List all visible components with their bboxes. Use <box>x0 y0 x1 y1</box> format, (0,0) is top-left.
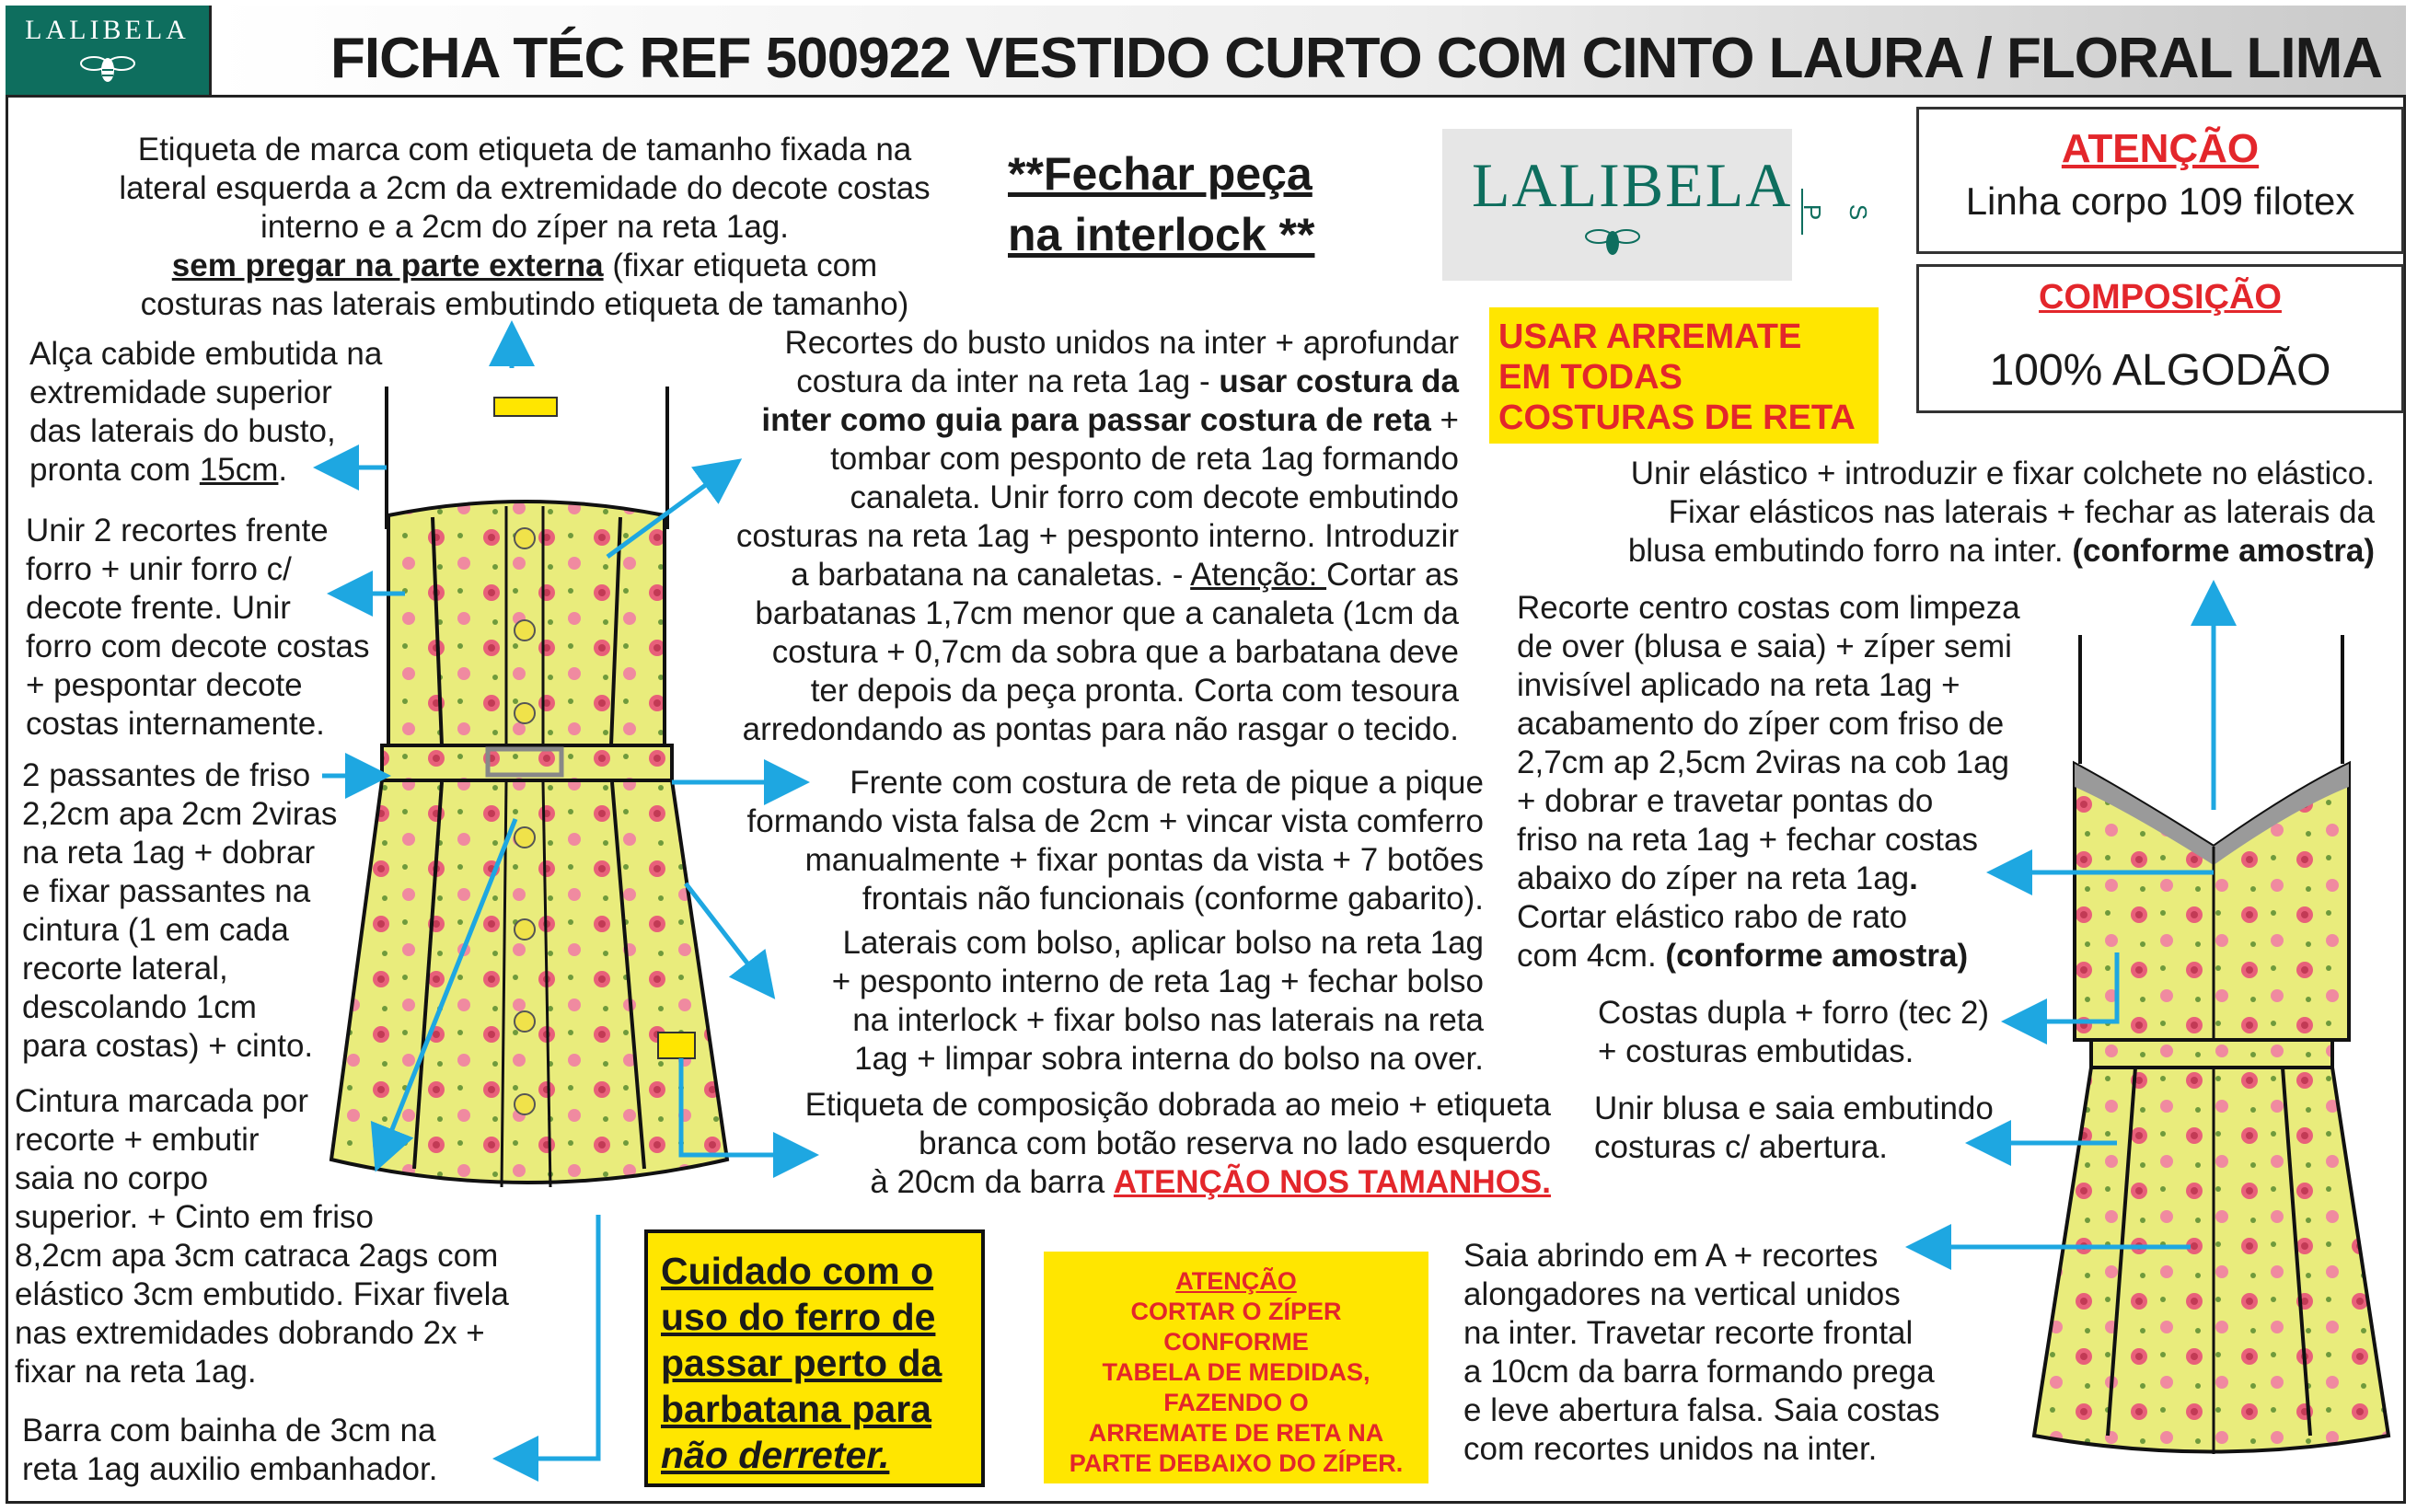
brand-logo-text: LALIBELA <box>25 15 190 45</box>
note-line: canaleta. Unir forro com decote embutindo <box>850 479 1459 515</box>
note-line: Barra com bainha de 3cm na <box>22 1413 436 1449</box>
note-line: + costuras embutidas. <box>1598 1033 1914 1069</box>
note-text: costura da inter na reta 1ag - <box>796 364 1220 399</box>
note-line: invisível aplicado na reta 1ag + <box>1517 667 1960 703</box>
note-emphasis: sem pregar na parte externa <box>171 248 604 283</box>
note-line: recorte + embutir <box>15 1122 260 1158</box>
note-line: forro + unir forro c/ <box>26 551 292 587</box>
note-line: Cortar elástico rabo de rato <box>1517 899 1908 935</box>
note-emphasis: (conforme amostra) <box>2072 533 2375 569</box>
note-line: costura + 0,7cm da sobra que a barbatana deve <box>771 634 1459 670</box>
note-line: interno e a 2cm do zíper na reta 1ag. <box>260 209 789 245</box>
note-line: tombar com pesponto de reta 1ag formando <box>830 441 1459 477</box>
note-text: abaixo do zíper na reta 1ag <box>1517 860 1910 896</box>
note-line: superior. + Cinto em friso <box>15 1199 375 1235</box>
note-line: ARREMATE DE RETA NA <box>1088 1419 1384 1447</box>
note-line: CORTAR O ZÍPER <box>1130 1298 1342 1325</box>
note-line: 1ag + limpar sobra interna do bolso na over. <box>854 1041 1484 1077</box>
note-line: Cintura marcada por <box>15 1083 309 1119</box>
note-line: Laterais com bolso, aplicar bolso na reta 1ag <box>842 925 1484 961</box>
note-line: Fixar elásticos nas laterais + fechar as laterais da <box>1668 494 2375 530</box>
note-line: descolando 1cm <box>22 989 257 1025</box>
note-line: formando vista falsa de 2cm + vincar vista comferro <box>746 803 1484 839</box>
note-text: à 20cm da barra <box>870 1164 1114 1200</box>
note-emphasis: usar costura da <box>1219 364 1459 399</box>
note-line: fixar na reta 1ag. <box>15 1354 257 1390</box>
note-line: costas internamente. <box>26 706 325 742</box>
note-line: TABELA DE MEDIDAS, <box>1102 1358 1370 1386</box>
note-line: não derreter. <box>661 1434 890 1476</box>
note-line: 2,7cm ap 2,5cm 2viras na cob 1ag <box>1517 744 2010 780</box>
note-line: costuras c/ abertura. <box>1594 1129 1889 1165</box>
note-line: das laterais do busto, <box>29 413 336 449</box>
note-line: uso do ferro de <box>661 1296 936 1338</box>
note-line: USAR ARREMATE <box>1498 317 1802 356</box>
note-text: pronta com <box>29 452 200 488</box>
note-line: CONFORME <box>1163 1328 1309 1356</box>
note-line: branca com botão reserva no lado esquerdo <box>919 1125 1551 1161</box>
arrow-icon <box>681 1058 801 1155</box>
note-line: e fixar passantes na <box>22 873 311 909</box>
attention-title: ATENÇÃO <box>2061 126 2260 171</box>
note-line: Alça cabide embutida na <box>29 336 383 372</box>
note-line: 2 passantes de friso <box>22 757 311 793</box>
note-line: decote frente. Unir <box>26 590 291 626</box>
composition-text: 100% ALGODÃO <box>1989 346 2331 395</box>
note-line: costuras nas laterais embutindo etiqueta de tamanho) <box>140 286 909 322</box>
note-line: manualmente + fixar pontas da vista + 7 botões <box>804 842 1484 878</box>
note-line: na reta 1ag + dobrar <box>22 835 316 871</box>
note-line: 2,2cm apa 2cm 2viras <box>22 796 338 832</box>
note-line: Etiqueta de composição dobrada ao meio + etiqueta <box>804 1087 1551 1123</box>
note-line: extremidade superior <box>29 375 332 410</box>
note-line: Costas dupla + forro (tec 2) <box>1598 995 1990 1031</box>
note-line: com recortes unidos na inter. <box>1463 1431 1878 1467</box>
note-line: arredondando as pontas para não rasgar o tecido. <box>742 711 1459 747</box>
note-line: PARTE DEBAIXO DO ZÍPER. <box>1069 1449 1404 1477</box>
note-line: na interlock + fixar bolso nas laterais na reta <box>852 1002 1484 1038</box>
note-line: + dobrar e travetar pontas do <box>1517 783 1934 819</box>
note-line: a 10cm da barra formando prega <box>1463 1354 1935 1390</box>
note-line: saia no corpo <box>15 1160 209 1196</box>
note-line: nas extremidades dobrando 2x + <box>15 1315 485 1351</box>
note-line: + pespontar decote <box>26 667 303 703</box>
note-text: blusa embutindo forro na inter. <box>1627 533 2073 569</box>
note-line: Unir 2 recortes frente <box>26 513 329 548</box>
note-line: na inter. Travetar recorte frontal <box>1463 1315 1914 1351</box>
note-text: com 4cm. <box>1517 938 1666 974</box>
note-line: barbatanas 1,7cm menor que a canaleta (1cm da <box>755 595 1459 631</box>
note-line: de over (blusa e saia) + zíper semi <box>1517 629 2012 664</box>
center-brand-text: LALIBELA <box>1472 150 1793 220</box>
note-line: friso na reta 1ag + fechar costas <box>1517 822 1978 858</box>
note-line: Frente com costura de reta de pique a pique <box>850 765 1484 801</box>
note-line: acabamento do zíper com friso de <box>1517 706 2005 742</box>
note-line: Recorte centro costas com limpeza <box>1517 590 2020 626</box>
note-text: a barbatana na canaletas. - <box>791 557 1191 593</box>
note-line: ter depois da peça pronta. Corta com tesoura <box>810 673 1459 709</box>
label-tag-icon <box>494 398 557 416</box>
note-line: Etiqueta de marca com etiqueta de tamanho fixada na <box>137 132 912 167</box>
arrow-icon <box>511 1215 598 1459</box>
note-line: Unir blusa e saia embutindo <box>1594 1091 1994 1126</box>
note-text: + <box>1430 402 1459 438</box>
arrow-icon <box>2019 952 2117 1021</box>
note-line: frontais não funcionais (conforme gabarito). <box>862 881 1484 917</box>
note-line: forro com decote costas <box>26 629 370 664</box>
note-line: FAZENDO O <box>1163 1389 1309 1416</box>
arrow-icon <box>686 883 764 985</box>
note-line: ATENÇÃO <box>1175 1267 1297 1295</box>
note-line: reta 1ag auxilio embanhador. <box>22 1451 438 1487</box>
arrow-icon <box>607 469 727 557</box>
note-line: 8,2cm apa 3cm catraca 2ags com <box>15 1238 499 1274</box>
note-line: Cuidado com o <box>661 1250 934 1292</box>
note-line: elástico 3cm embutido. Fixar fivela <box>15 1276 509 1312</box>
note-line: COSTURAS DE RETA <box>1498 398 1856 437</box>
attention-text: Linha corpo 109 filotex <box>1965 179 2355 223</box>
note-line: Saia abrindo em A + recortes <box>1463 1238 1879 1274</box>
arrow-icon <box>382 819 515 1155</box>
note-line: Recortes do busto unidos na inter + aprofundar <box>784 325 1459 361</box>
note-line: para costas) + cinto. <box>22 1028 314 1064</box>
note-line: **Fechar peça <box>1008 148 1313 200</box>
note-emphasis: Atenção: <box>1190 557 1327 593</box>
note-text: . <box>278 452 288 488</box>
note-line: na interlock ** <box>1008 209 1315 260</box>
page-title: FICHA TÉC REF 500922 VESTIDO CURTO COM CINTO LAURA / FLORAL LIMA <box>330 27 2382 90</box>
note-text: . <box>1909 860 1918 896</box>
note-emphasis: inter como guia para passar costura de reta <box>761 402 1431 438</box>
note-line: Unir elástico + introduzir e fixar colchete no elástico. <box>1630 456 2375 491</box>
note-line: costuras na reta 1ag + pesponto interno. Introduzir <box>735 518 1459 554</box>
logo-side-s: S <box>1845 203 1873 221</box>
note-text: (fixar etiqueta com <box>603 248 878 283</box>
note-line: e leve abertura falsa. Saia costas <box>1463 1392 1940 1428</box>
note-line: passar perto da <box>661 1342 943 1384</box>
note-line: barbatana para <box>661 1388 931 1430</box>
note-measure: 15cm <box>199 452 279 488</box>
note-alert: ATENÇÃO NOS TAMANHOS. <box>1113 1164 1551 1200</box>
note-emphasis: (conforme amostra) <box>1665 938 1969 974</box>
note-line: cintura (1 em cada <box>22 912 289 948</box>
note-line: recorte lateral, <box>22 951 228 987</box>
composition-title: COMPOSIÇÃO <box>2039 278 2282 317</box>
note-line: alongadores na vertical unidos <box>1463 1276 1901 1312</box>
logo-side-p: P <box>1798 203 1827 221</box>
note-line: + pesponto interno de reta 1ag + fechar bolso <box>831 964 1484 999</box>
note-text: Cortar as <box>1326 557 1459 593</box>
note-line: lateral esquerda a 2cm da extremidade do decote costas <box>119 170 931 206</box>
note-line: EM TODAS <box>1498 358 1683 397</box>
